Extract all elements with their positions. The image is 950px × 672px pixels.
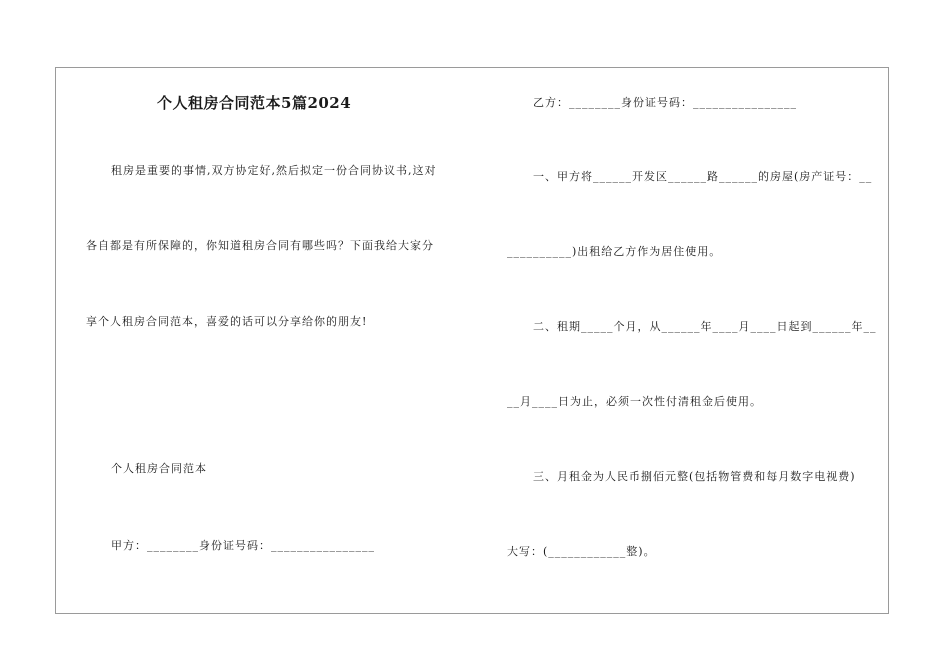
party-b-line: 乙方：________身份证号码：________________ <box>533 96 797 109</box>
clause-1-line-1: 一、甲方将______开发区______路______的房屋(房产证号：__ <box>533 170 873 183</box>
clause-3-line-2: 大写：(____________整)。 <box>507 545 656 558</box>
section-heading: 个人租房合同范本 <box>111 462 207 475</box>
intro-paragraph-line-2: 各自都是有所保障的，你知道租房合同有哪些吗？下面我给大家分 <box>86 239 434 252</box>
clause-2-line-1: 二、租期_____个月，从______年____月____日起到______年__ <box>533 320 877 333</box>
document-title: 个人租房合同范本5篇2024 <box>157 94 352 112</box>
intro-paragraph-line-3: 享个人租房合同范本，喜爱的话可以分享给你的朋友! <box>86 315 368 328</box>
clause-1-line-2: __________)出租给乙方作为居住使用。 <box>507 245 722 258</box>
intro-paragraph-line-1: 租房是重要的事情,双方协定好,然后拟定一份合同协议书,这对 <box>111 164 437 177</box>
party-a-line: 甲方：________身份证号码：________________ <box>111 539 375 552</box>
document-page <box>55 67 889 614</box>
clause-3-line-1: 三、月租金为人民币捌佰元整(包括物管费和每月数字电视费) <box>533 470 856 483</box>
clause-2-line-2: __月____日为止，必须一次性付清租金后使用。 <box>507 395 762 408</box>
